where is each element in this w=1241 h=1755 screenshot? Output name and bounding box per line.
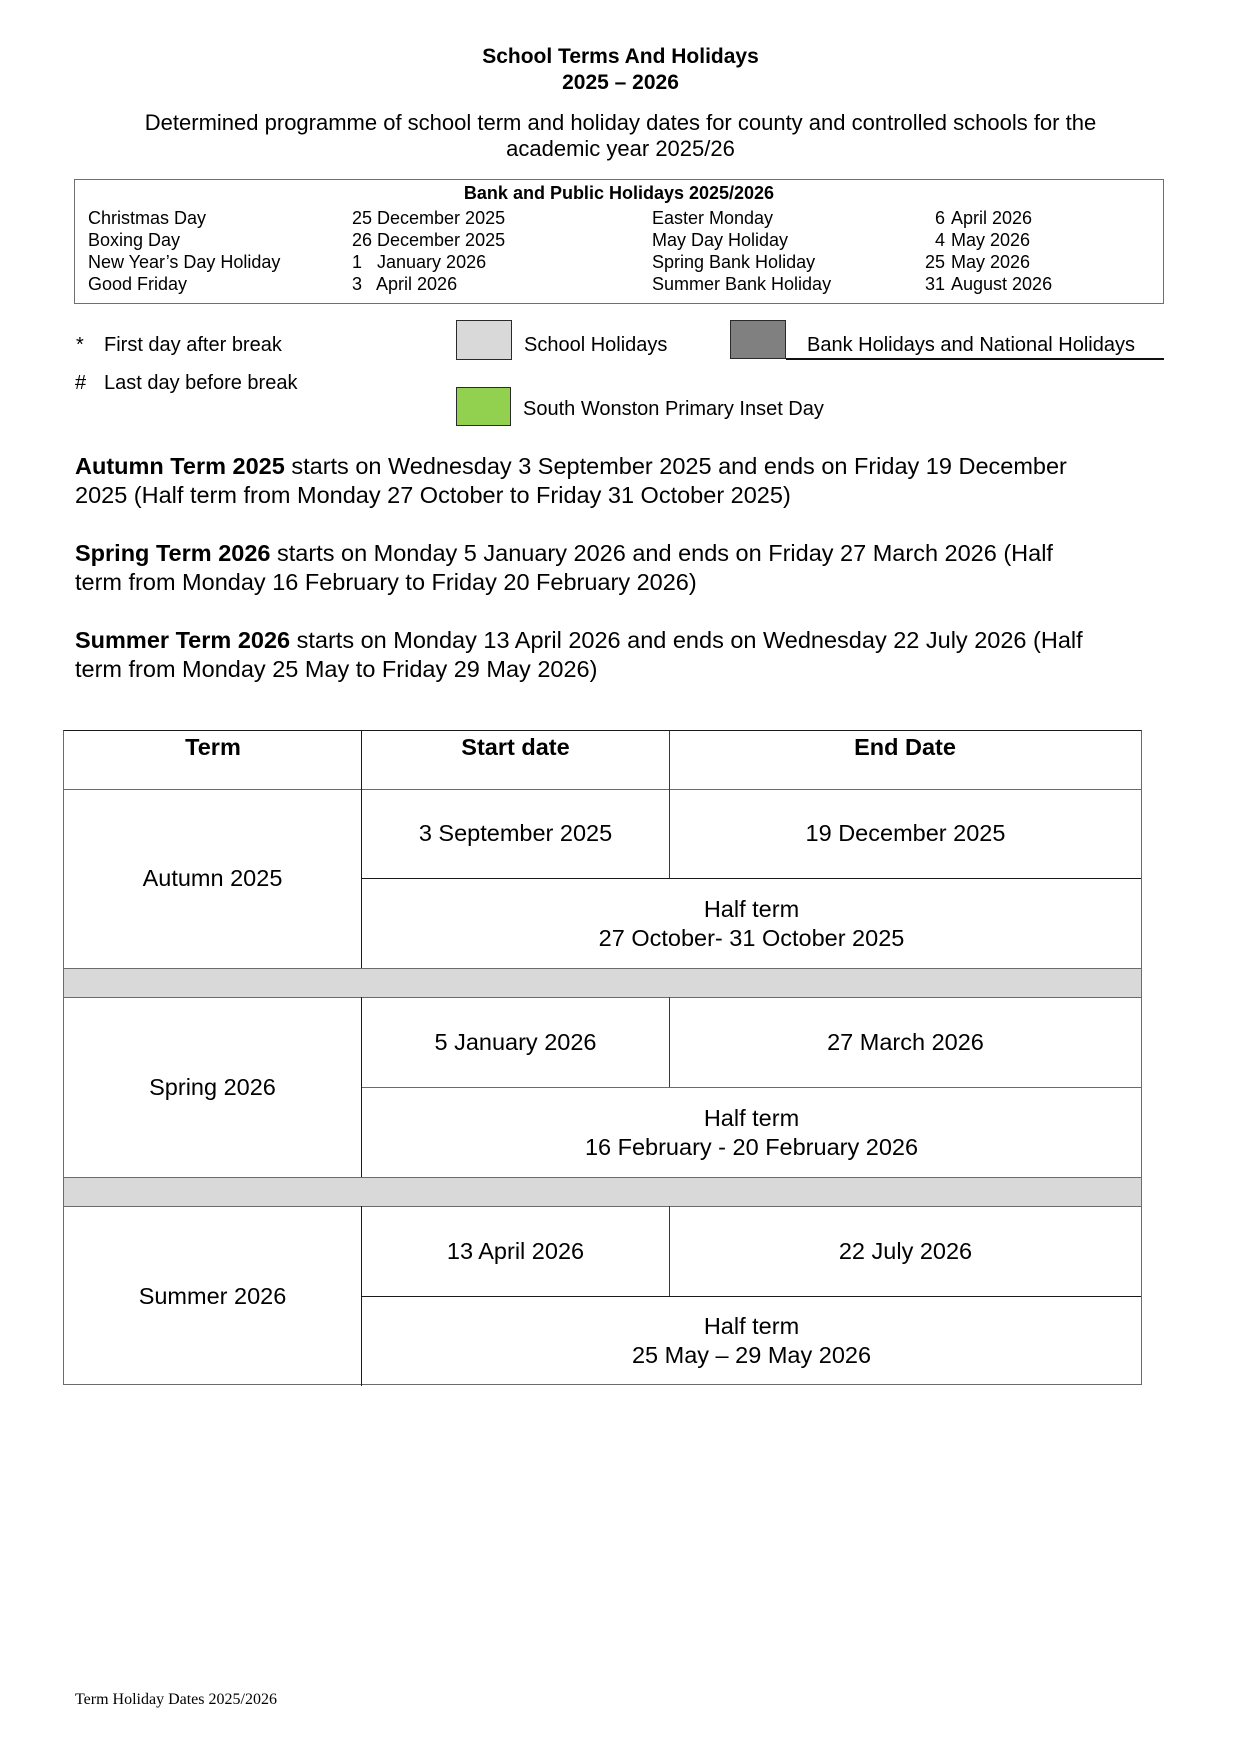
term-name-cell: Spring 2026 xyxy=(149,1074,276,1100)
summer-term-text: starts on Monday 13 April 2026 and ends on Wednesday 22 July 2026 (Half xyxy=(290,627,1083,653)
summer-term-text-line2: term from Monday 25 May to Friday 29 May 2026) xyxy=(75,656,598,682)
inset-day-swatch xyxy=(456,387,511,426)
bank-holidays-swatch xyxy=(730,320,786,359)
page-subtitle-line1: Determined programme of school term and holiday dates for county and controlled schools for the xyxy=(144,110,1097,135)
end-date-cell: 19 December 2025 xyxy=(805,820,1006,846)
bank-holiday-row xyxy=(75,273,1163,295)
half-term-dates: 16 February - 20 February 2026 xyxy=(584,1133,919,1160)
bank-holidays-title: Bank and Public Holidays 2025/2026 xyxy=(463,183,775,203)
legend-label-bank-holidays: Bank Holidays and National Holidays xyxy=(807,334,1135,356)
holiday-month-year: April 2026 xyxy=(951,208,1033,228)
holiday-day: 6 xyxy=(934,208,945,228)
legend-label-inset-day: South Wonston Primary Inset Day xyxy=(523,398,824,420)
end-date-cell: 22 July 2026 xyxy=(838,1238,973,1264)
holiday-month-year: August 2026 xyxy=(951,274,1053,294)
holiday-name: Easter Monday xyxy=(652,208,774,228)
holiday-band xyxy=(64,968,1141,998)
term-name-cell: Summer 2026 xyxy=(138,1282,287,1309)
bank-holiday-row xyxy=(75,207,1163,229)
holiday-name: Christmas Day xyxy=(88,208,207,228)
holiday-date: 26 December 2025 xyxy=(352,230,506,250)
autumn-term-paragraph xyxy=(75,452,1165,510)
bank-holiday-row xyxy=(75,251,1163,273)
end-date-cell: 27 March 2026 xyxy=(827,1029,984,1055)
spring-term-paragraph xyxy=(75,539,1165,597)
start-date-cell: 5 January 2026 xyxy=(434,1029,597,1055)
table-header-start-date: Start date xyxy=(461,734,570,760)
table-header-term: Term xyxy=(185,734,241,760)
autumn-term-heading: Autumn Term 2025 xyxy=(75,453,285,479)
holiday-name: Good Friday xyxy=(88,274,188,294)
half-term-cell xyxy=(362,879,1141,968)
half-term-dates: 25 May – 29 May 2026 xyxy=(631,1342,872,1368)
legend-label-first-day: First day after break xyxy=(104,334,282,356)
page-title-years: 2025 – 2026 xyxy=(562,71,679,94)
half-term-label: Half term xyxy=(703,1104,800,1131)
holiday-day: 31 xyxy=(924,274,945,294)
half-term-label: Half term xyxy=(703,895,800,922)
school-holidays-swatch xyxy=(456,320,512,360)
holiday-name: Boxing Day xyxy=(88,230,181,250)
table-rule xyxy=(64,1177,1141,1178)
spring-term-text-line2: term from Monday 16 February to Friday 20 February 2026) xyxy=(75,569,697,595)
holiday-day: 4 xyxy=(934,230,945,250)
bank-holidays-box xyxy=(74,179,1164,304)
holiday-name: May Day Holiday xyxy=(652,230,789,250)
holiday-date: 1 January 2026 xyxy=(352,252,487,272)
holiday-month-year: May 2026 xyxy=(951,252,1031,272)
term-name-cell: Autumn 2025 xyxy=(142,865,283,891)
summer-term-heading: Summer Term 2026 xyxy=(75,627,291,653)
holiday-name: New Year’s Day Holiday xyxy=(88,252,281,272)
summer-term-paragraph xyxy=(75,626,1165,684)
legend-symbol-hash: # xyxy=(75,372,87,394)
holiday-name: Spring Bank Holiday xyxy=(652,252,816,272)
holiday-name: Summer Bank Holiday xyxy=(652,274,832,294)
page-subtitle-line2: academic year 2025/26 xyxy=(506,136,735,161)
half-term-cell xyxy=(362,1297,1141,1385)
half-term-dates: 27 October- 31 October 2025 xyxy=(598,924,905,951)
holiday-month-year: May 2026 xyxy=(951,230,1031,250)
holiday-day: 25 xyxy=(924,252,945,272)
half-term-cell xyxy=(362,1088,1141,1177)
holiday-date: 3 April 2026 xyxy=(352,274,458,294)
legend-symbol-asterisk: * xyxy=(76,334,84,356)
holiday-date: 25 December 2025 xyxy=(352,208,506,228)
half-term-label: Half term xyxy=(703,1313,800,1339)
table-rule xyxy=(64,968,1141,969)
spring-term-heading: Spring Term 2026 xyxy=(75,540,271,566)
page-footer: Term Holiday Dates 2025/2026 xyxy=(75,1691,277,1708)
autumn-term-text-line2: 2025 (Half term from Monday 27 October to Friday 31 October 2025) xyxy=(75,482,791,508)
start-date-cell: 13 April 2026 xyxy=(446,1238,585,1264)
legend-label-school-holidays: School Holidays xyxy=(524,334,668,356)
page-title: School Terms And Holidays xyxy=(482,45,759,68)
bank-holiday-row xyxy=(75,229,1163,251)
bank-holidays-underline xyxy=(786,358,1164,360)
autumn-term-text: starts on Wednesday 3 September 2025 and ends on Friday 19 December xyxy=(284,453,1067,479)
legend-label-last-day: Last day before break xyxy=(104,372,298,394)
holiday-band xyxy=(64,1177,1141,1207)
spring-term-text: starts on Monday 5 January 2026 and ends on Friday 27 March 2026 (Half xyxy=(270,540,1053,566)
start-date-cell: 3 September 2025 xyxy=(418,820,613,846)
table-header-end-date: End Date xyxy=(854,734,956,760)
term-dates-table xyxy=(63,730,1142,1385)
